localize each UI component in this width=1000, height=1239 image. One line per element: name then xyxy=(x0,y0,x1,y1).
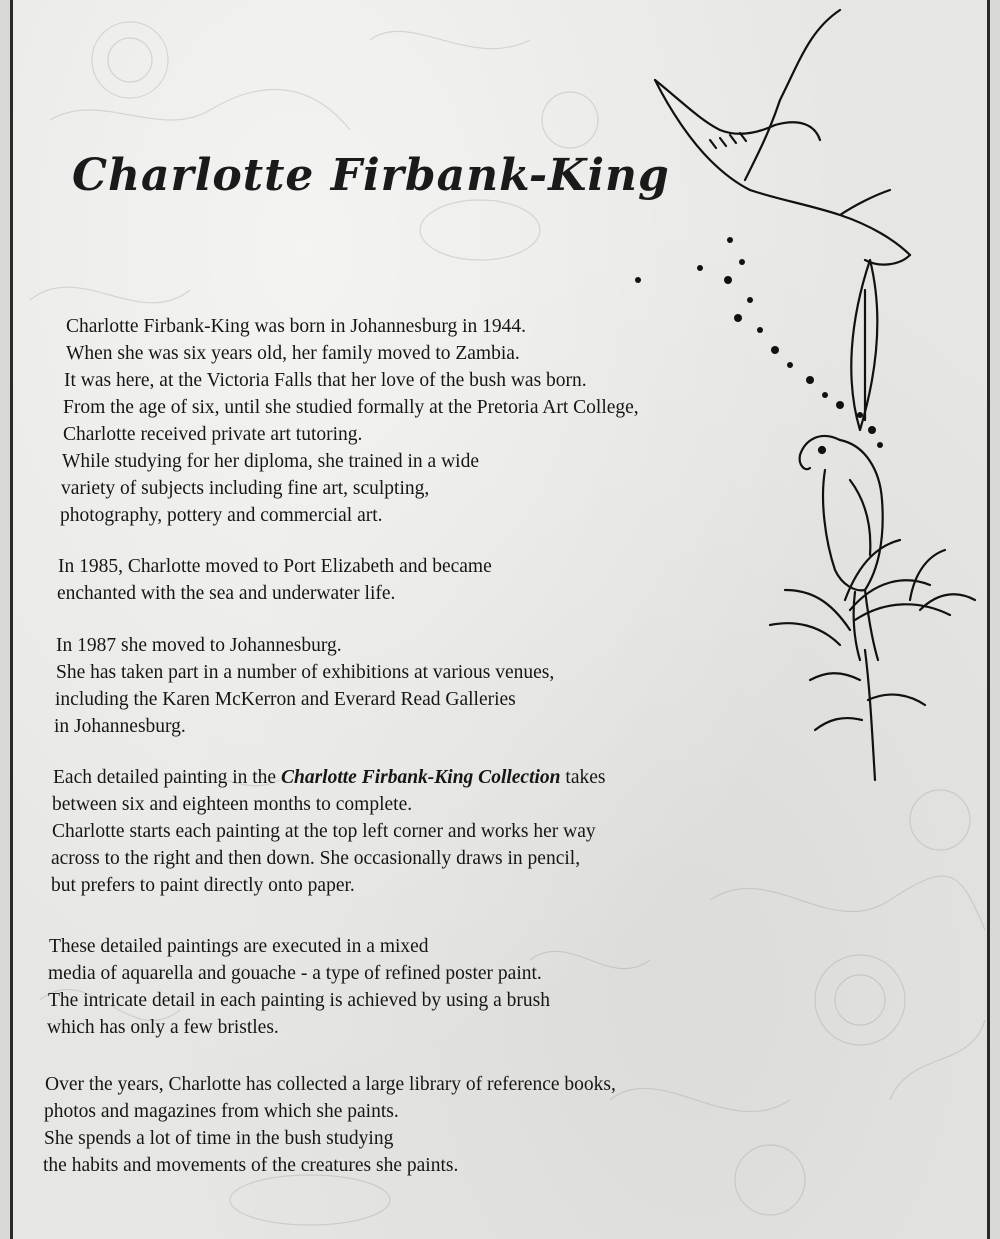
text-line: enchanted with the sea and underwater life. xyxy=(57,583,396,604)
text-line: She spends a lot of time in the bush studying xyxy=(44,1128,394,1149)
biography-text xyxy=(10,0,990,1239)
text-line: the habits and movements of the creatures she paints. xyxy=(43,1155,459,1176)
text-line: but prefers to paint directly onto paper. xyxy=(51,875,355,896)
text-line: photos and magazines from which she paints. xyxy=(44,1101,399,1122)
text-line: between six and eighteen months to complete. xyxy=(52,794,413,815)
document-page xyxy=(10,0,990,1239)
text-line: These detailed paintings are executed in a mixed xyxy=(49,936,429,957)
text-line: including the Karen McKerron and Everard Read Galleries xyxy=(55,689,516,710)
text-line: Over the years, Charlotte has collected a large library of reference books, xyxy=(45,1074,616,1095)
text-line: photography, pottery and commercial art. xyxy=(60,505,383,526)
text-run: Each detailed painting in the xyxy=(53,767,281,788)
text-line: variety of subjects including fine art, sculpting, xyxy=(61,478,430,499)
text-line: From the age of six, until she studied formally at the Pretoria Art College, xyxy=(63,397,639,418)
collection-name: Charlotte Firbank-King Collection xyxy=(280,767,561,788)
text-line: which has only a few bristles. xyxy=(47,1017,279,1038)
text-line xyxy=(53,765,605,791)
text-line: The intricate detail in each painting is achieved by using a brush xyxy=(48,990,550,1011)
text-line: In 1987 she moved to Johannesburg. xyxy=(56,635,342,656)
text-line: Charlotte received private art tutoring. xyxy=(63,424,363,445)
text-line: When she was six years old, her family moved to Zambia. xyxy=(66,343,520,364)
text-run: takes xyxy=(560,767,606,788)
text-line: While studying for her diploma, she trained in a wide xyxy=(62,451,479,472)
text-line: media of aquarella and gouache - a type of refined poster paint. xyxy=(48,963,542,984)
text-line: It was here, at the Victoria Falls that her love of the bush was born. xyxy=(64,370,587,391)
text-line: across to the right and then down. She occasionally draws in pencil, xyxy=(51,848,581,869)
text-line: Charlotte starts each painting at the top left corner and works her way xyxy=(52,821,596,842)
text-line: She has taken part in a number of exhibitions at various venues, xyxy=(56,662,555,683)
text-line: In 1985, Charlotte moved to Port Elizabeth and became xyxy=(58,556,492,577)
text-line: in Johannesburg. xyxy=(54,716,186,737)
page-title: Charlotte Firbank-King xyxy=(72,150,670,201)
text-line: Charlotte Firbank-King was born in Johannesburg in 1944. xyxy=(66,316,527,337)
